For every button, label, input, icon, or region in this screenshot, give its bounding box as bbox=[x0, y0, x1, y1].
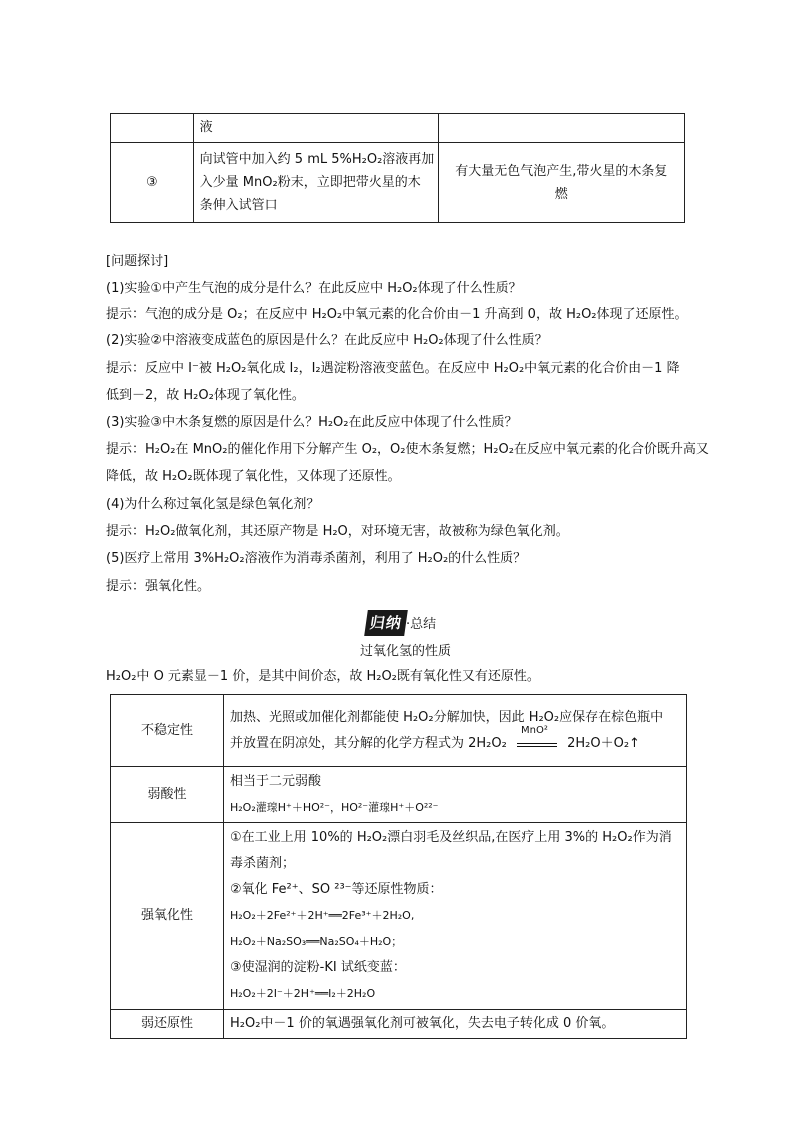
property-name: 强氧化性 bbox=[111, 823, 224, 1010]
experiment-procedure: 向试管中加入约 5 mL 5%H₂O₂溶液再加 入少量 MnO₂粉末，立即把带火星的木 条伸入试管口 bbox=[193, 143, 438, 223]
summary-title: 过氧化氢的性质 bbox=[360, 644, 452, 659]
question-2: (2)实验②中溶液变成蓝色的原因是什么？在此反应中 H₂O₂体现了什么性质？ bbox=[106, 333, 548, 348]
summary-heading bbox=[366, 610, 436, 636]
question-5: (5)医疗上常用 3%H₂O₂溶液作为消毒杀菌剂，利用了 H₂O₂的什么性质？ bbox=[106, 551, 527, 566]
summary-intro: H₂O₂中 O 元素显－1 价，是其中间价态，故 H₂O₂既有氧化性又有还原性。 bbox=[106, 669, 540, 684]
answer-3-line-1: 提示：H₂O₂在 MnO₂的催化作用下分解产生 O₂，O₂使木条复燃；H₂O₂在反应中氧元素的化合价既升高又 bbox=[106, 442, 709, 457]
property-name: 不稳定性 bbox=[111, 695, 224, 767]
answer-3-line-2: 降低，故 H₂O₂既体现了氧化性，又体现了还原性。 bbox=[106, 469, 401, 484]
table-cell bbox=[438, 114, 684, 143]
properties-table bbox=[110, 694, 687, 1039]
answer-1: 提示：气泡的成分是 O₂；在反应中 H₂O₂中氧元素的化合价由－1 升高到 0，故 H₂O₂体现了还原性。 bbox=[106, 307, 688, 322]
property-name: 弱酸性 bbox=[111, 767, 224, 823]
table-cell: 液 bbox=[193, 114, 438, 143]
answer-2-line-2: 低到－2，故 H₂O₂体现了氧化性。 bbox=[106, 388, 305, 403]
question-4: (4)为什么称过氧化氢是绿色氧化剂？ bbox=[106, 497, 320, 512]
summary-badge: 归纳 bbox=[364, 610, 408, 636]
property-detail: 相当于二元弱酸 H₂O₂灌瑔H⁺＋HO²⁻，HO²⁻灌瑔H⁺＋O²²⁻ bbox=[224, 767, 687, 823]
section-header: [问题探讨] bbox=[106, 254, 169, 269]
catalyst-arrow: MnO² bbox=[517, 739, 557, 747]
table-cell bbox=[111, 114, 194, 143]
experiment-observation: 有大量无色气泡产生,带火星的木条复 燃 bbox=[438, 143, 684, 223]
property-name: 弱还原性 bbox=[111, 1010, 224, 1039]
experiment-number: ③ bbox=[111, 143, 194, 223]
question-3: (3)实验③中木条复燃的原因是什么？H₂O₂在此反应中体现了什么性质？ bbox=[106, 415, 518, 430]
property-detail: H₂O₂中－1 价的氧遇强氧化剂可被氧化，失去电子转化成 0 价氧。 bbox=[224, 1010, 687, 1039]
property-detail: ①在工业上用 10%的 H₂O₂漂白羽毛及丝织品,在医疗上用 3%的 H₂O₂作为消 毒杀菌剂； ②氧化 Fe²⁺、SO ²³⁻等还原性物质： H₂O₂＋2Fe²⁺＋2H⁺══2Fe³⁺＋2H₂O, H₂O₂＋Na₂SO₃══Na₂SO₄＋H₂O； ③使湿润的淀粉-KI 试纸变蓝： H₂O₂＋2I⁻＋2H⁺══I₂＋2H₂O bbox=[224, 823, 687, 1010]
summary-suffix: ·总结 bbox=[406, 617, 437, 632]
property-detail: 加热、光照或加催化剂都能使 H₂O₂分解加快，因此 H₂O₂应保存在棕色瓶中 并放置在阴凉处，其分解的化学方程式为 2H₂O₂ MnO² 2H₂O＋O₂↑ bbox=[224, 695, 687, 767]
experiment-table bbox=[110, 113, 685, 223]
answer-5: 提示：强氧化性。 bbox=[106, 579, 211, 594]
answer-2-line-1: 提示：反应中 I⁻被 H₂O₂氧化成 I₂，I₂遇淀粉溶液变蓝色。在反应中 H₂O₂中氧元素的化合价由－1 降 bbox=[106, 361, 680, 376]
answer-4: 提示：H₂O₂做氧化剂，其还原产物是 H₂O，对环境无害，故被称为绿色氧化剂。 bbox=[106, 524, 569, 539]
question-1: (1)实验①中产生气泡的成分是什么？在此反应中 H₂O₂体现了什么性质？ bbox=[106, 281, 522, 296]
